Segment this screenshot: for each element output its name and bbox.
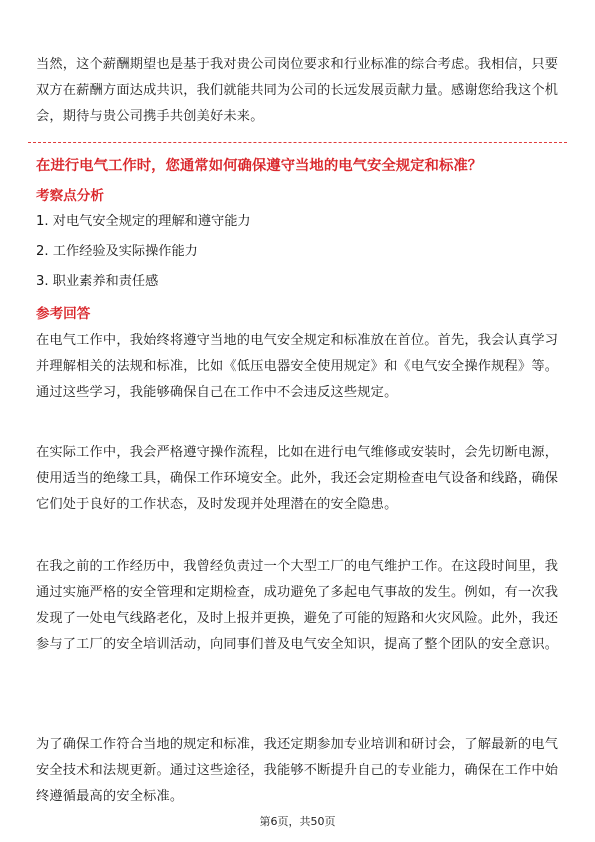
section-divider bbox=[28, 142, 567, 143]
answer-paragraph: 为了确保工作符合当地的规定和标准，我还定期参加专业培训和研讨会，了解最新的电气安全技术和法规更新。通过这些途径，我能够不断提升自己的专业能力，确保在工作中始终遵循最高的安全标准。 bbox=[36, 737, 559, 804]
page-number: 第6页，共50页 bbox=[259, 815, 336, 828]
answer-heading: 参考回答 bbox=[36, 306, 91, 322]
intro-paragraph: 当然，这个薪酬期望也是基于我对贵公司岗位要求和行业标准的综合考虑。我相信，只要双方在薪酬方面达成共识，我们就能共同为公司的长远发展贡献力量。感谢您给我这个机会，期待与贵公司携手共创美好未来。 bbox=[36, 57, 559, 124]
answer-paragraph: 在电气工作中，我始终将遵守当地的电气安全规定和标准放在首位。首先，我会认真学习并理解相关的法规和标准，比如《低压电器安全使用规定》和《电气安全操作规程》等。通过这些学习，我能够确保自己在工作中不会违反这些规定。 bbox=[36, 333, 559, 400]
interview-question: 在进行电气工作时，您通常如何确保遵守当地的电气安全规定和标准？ bbox=[36, 158, 483, 174]
analysis-heading: 考察点分析 bbox=[36, 188, 104, 204]
analysis-item: 2. 工作经验及实际操作能力 bbox=[36, 244, 198, 259]
answer-paragraph: 在我之前的工作经历中，我曾经负责过一个大型工厂的电气维护工作。在这段时间里，我通过实施严格的安全管理和定期检查，成功避免了多起电气事故的发生。例如，有一次我发现了一处电气线路老化，及时上报并更换，避免了可能的短路和火灾风险。此外，我还参与了工厂的安全培训活动，向同事们普及电气安全知识，提高了整个团队的安全意识。 bbox=[36, 559, 559, 652]
analysis-item: 1. 对电气安全规定的理解和遵守能力 bbox=[36, 214, 251, 229]
answer-paragraph: 在实际工作中，我会严格遵守操作流程，比如在进行电气维修或安装时，会先切断电源，使用适当的绝缘工具，确保工作环境安全。此外，我还会定期检查电气设备和线路，确保它们处于良好的工作状态，及时发现并处理潜在的安全隐患。 bbox=[36, 445, 559, 512]
analysis-item: 3. 职业素养和责任感 bbox=[36, 274, 159, 289]
